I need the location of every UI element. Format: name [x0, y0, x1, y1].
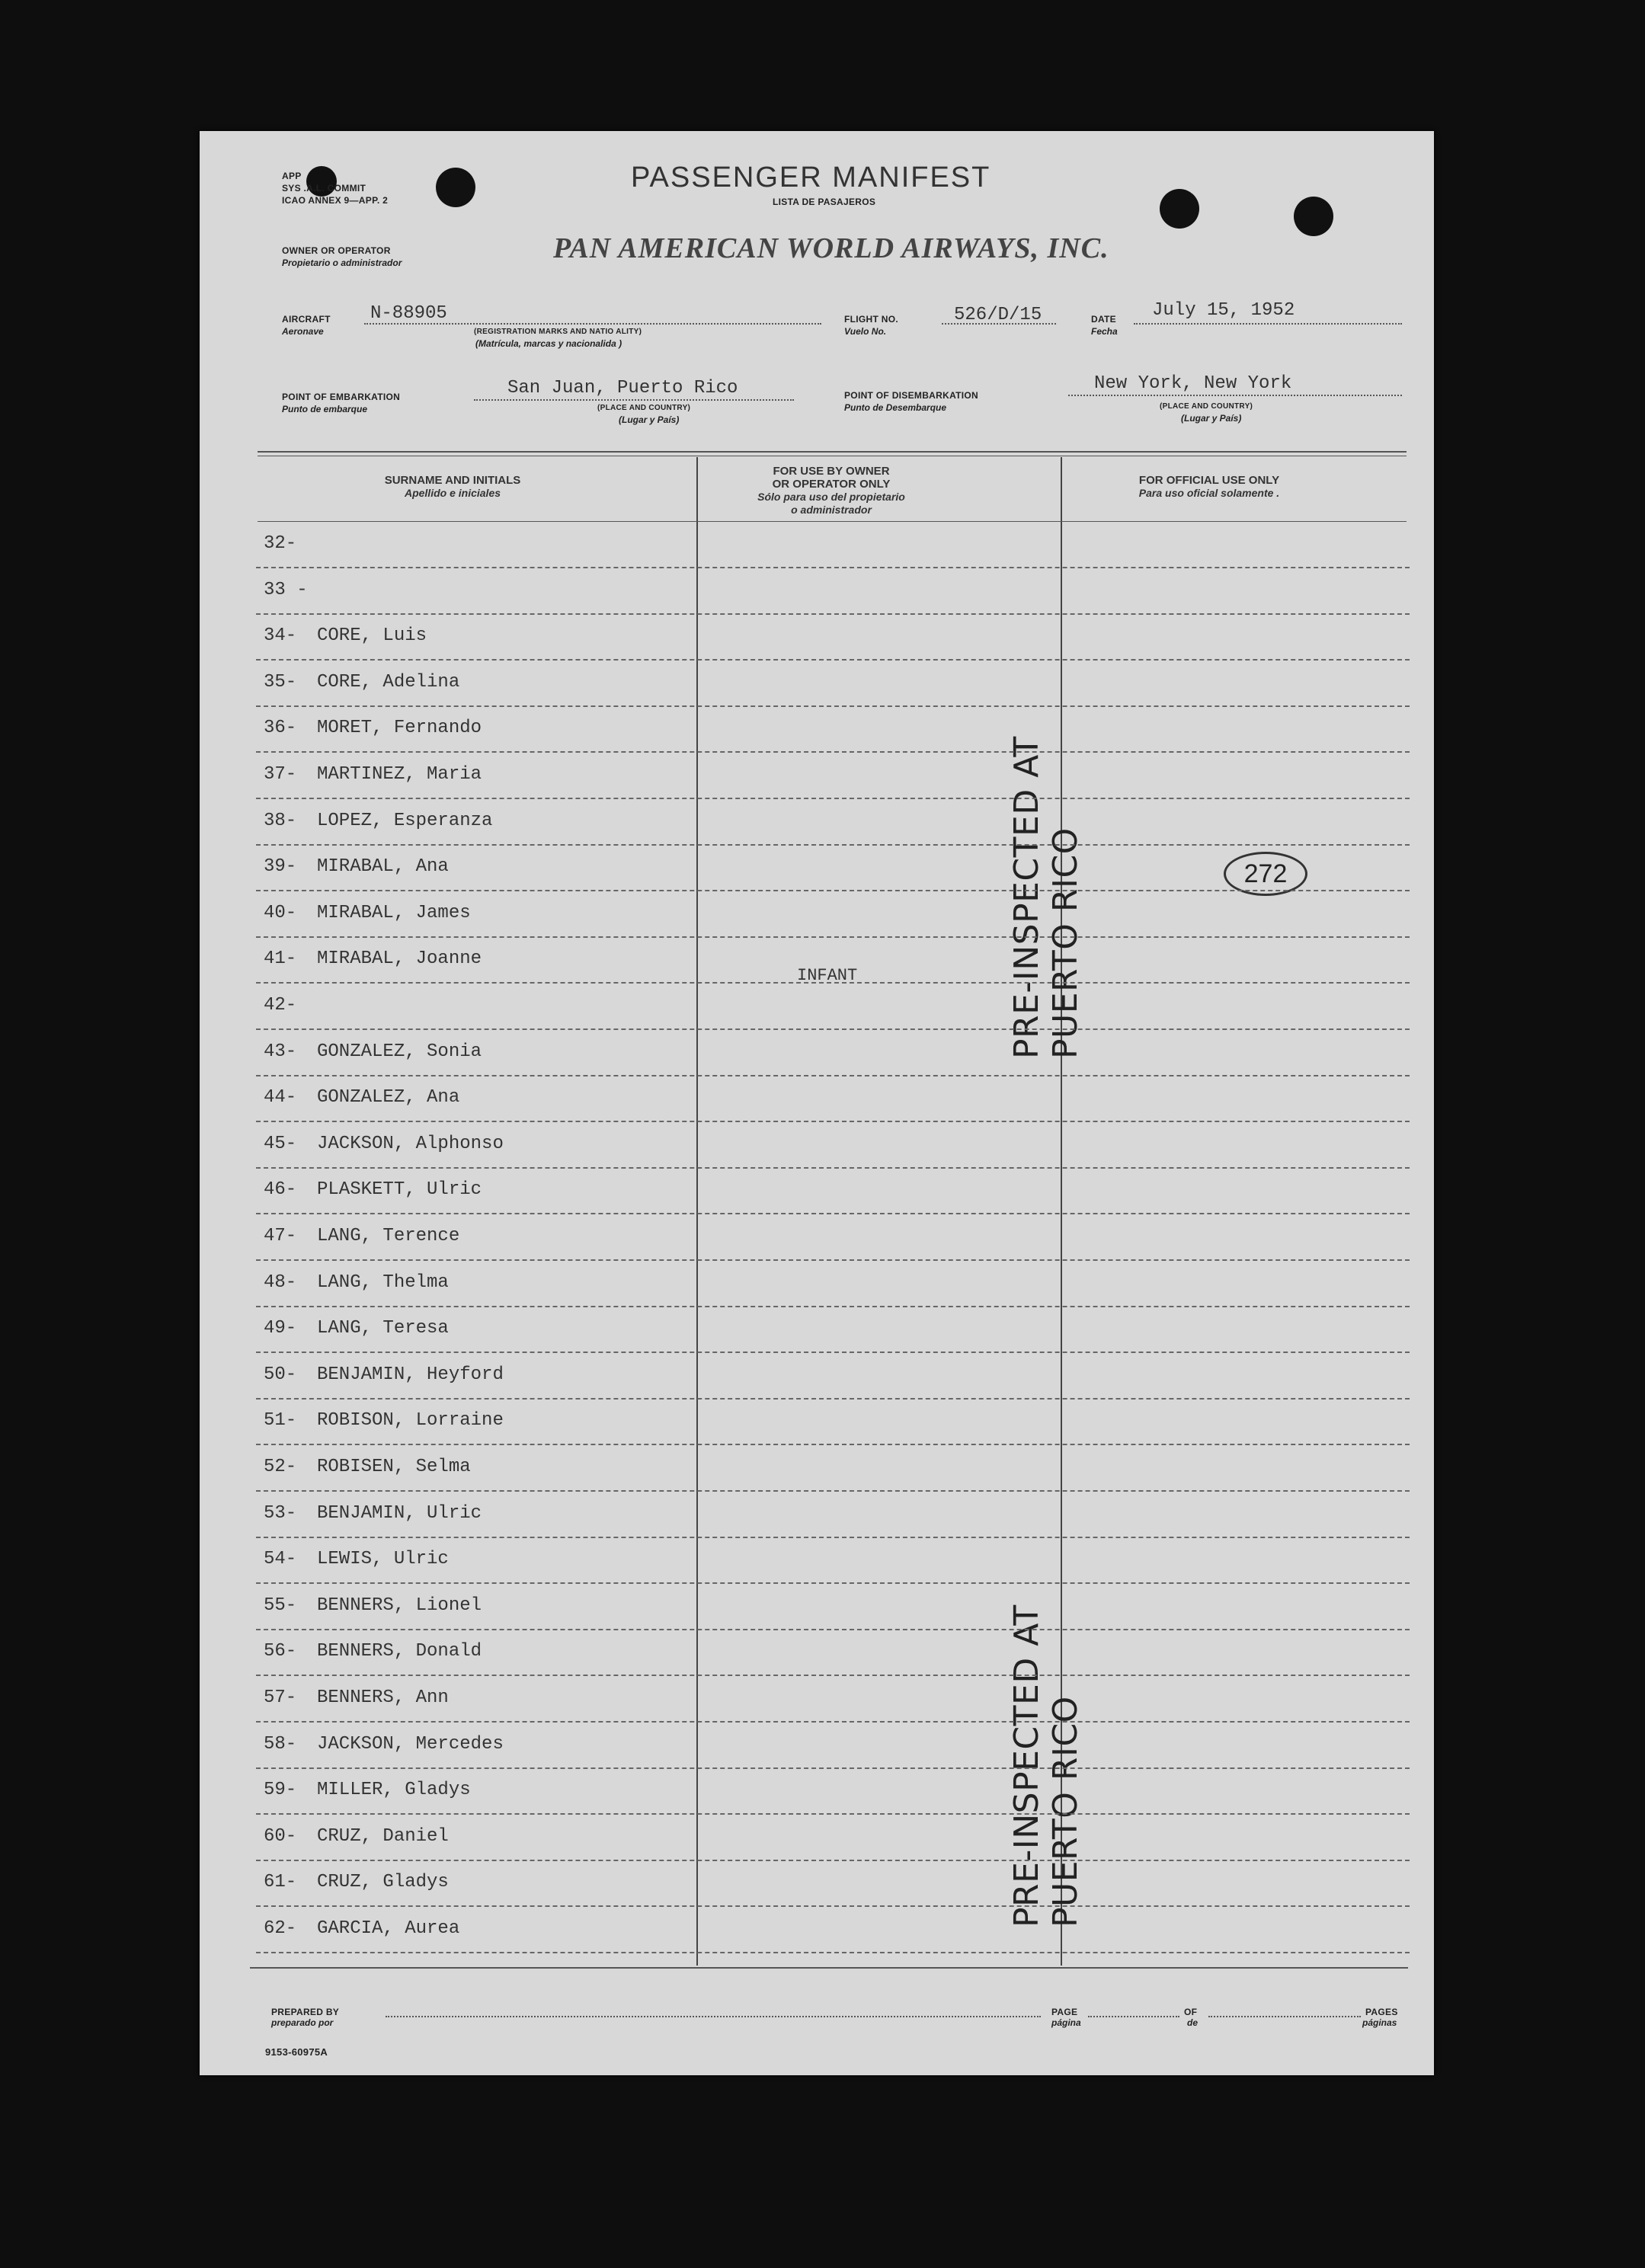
- passenger-row: [256, 1815, 1410, 1861]
- passenger-name: MIRABAL, Ana: [317, 856, 449, 878]
- row-rule: [256, 1952, 1410, 1953]
- passenger-name: BENNERS, Lionel: [317, 1595, 482, 1616]
- page-subtitle: LISTA DE PASAJEROS: [773, 197, 876, 207]
- passenger-row: [256, 1492, 1410, 1538]
- name-column-header: SURNAME AND INITIALS Apellido e iniciales: [384, 474, 521, 499]
- passenger-row: [256, 1262, 1410, 1307]
- passenger-row: [256, 1585, 1410, 1630]
- passenger-name: ROBISON, Lorraine: [317, 1410, 504, 1431]
- row-number: 39-: [264, 856, 297, 878]
- row-number: 40-: [264, 902, 297, 923]
- row-number: 62-: [264, 1918, 297, 1939]
- passenger-name: PLASKETT, Ulric: [317, 1179, 482, 1201]
- passenger-name: BENNERS, Ann: [317, 1687, 449, 1708]
- row-number: 38-: [264, 810, 297, 831]
- disembark-label-es: Punto de Desembarque: [844, 402, 947, 413]
- passenger-name: CORE, Luis: [317, 625, 427, 647]
- form-number: 9153-60975A: [265, 2046, 328, 2058]
- prepared-by-label: PREPARED BY: [271, 2007, 340, 2017]
- passenger-name: BENNERS, Donald: [317, 1641, 482, 1662]
- infant-note: INFANT: [797, 966, 858, 985]
- passenger-name: GARCIA, Aurea: [317, 1918, 460, 1939]
- passenger-name: BENJAMIN, Heyford: [317, 1364, 504, 1385]
- disembark-value: New York, New York: [1094, 373, 1292, 394]
- aircraft-label-es: Aeronave: [282, 326, 324, 337]
- passenger-row: [256, 846, 1410, 891]
- passenger-row: [256, 1908, 1410, 1953]
- owner-column-header: FOR USE BY OWNER OR OPERATOR ONLY Sólo para uso del propietario o administrador: [757, 465, 905, 516]
- row-number: 45-: [264, 1133, 297, 1154]
- of-label-es: de: [1187, 2017, 1199, 2028]
- row-number: 47-: [264, 1226, 297, 1246]
- passenger-row: [256, 1169, 1410, 1214]
- flight-label-es: Vuelo No.: [844, 326, 887, 337]
- row-number: 33 -: [264, 579, 308, 600]
- passenger-row: [256, 800, 1410, 846]
- passenger-name: LEWIS, Ulric: [317, 1549, 449, 1570]
- aircraft-label: AIRCRAFT: [282, 314, 331, 325]
- row-number: 52-: [264, 1457, 297, 1477]
- owner-label: OWNER OR OPERATOR: [282, 245, 391, 256]
- airline-name: PAN AMERICAN WORLD AIRWAYS, INC.: [553, 232, 1109, 264]
- passenger-name: MARTINEZ, Maria: [317, 764, 482, 785]
- passenger-row: [256, 569, 1410, 615]
- pre-inspected-stamp: PRE-INSPECTED AT PUERTO RICO: [1007, 1604, 1085, 1927]
- page-label: PAGE: [1051, 2007, 1078, 2017]
- passenger-row: [256, 1861, 1410, 1907]
- embark-place-label: (PLACE AND COUNTRY): [597, 404, 691, 412]
- passenger-row: [256, 1446, 1410, 1492]
- passenger-row: [256, 1630, 1410, 1676]
- disembark-place-label: (PLACE AND COUNTRY): [1160, 402, 1253, 411]
- passenger-name: GONZALEZ, Ana: [317, 1087, 460, 1108]
- passenger-name: MIRABAL, Joanne: [317, 948, 482, 970]
- row-number: 34-: [264, 625, 297, 647]
- flight-value: 526/D/15: [954, 305, 1042, 325]
- passenger-row: [256, 1538, 1410, 1584]
- passenger-name: LANG, Terence: [317, 1226, 460, 1246]
- passenger-name: LOPEZ, Esperanza: [317, 810, 493, 831]
- row-number: 49-: [264, 1318, 297, 1339]
- date-label-es: Fecha: [1091, 326, 1118, 337]
- passenger-row: [256, 1769, 1410, 1815]
- approval-line-1: APP: [282, 171, 302, 181]
- row-number: 44-: [264, 1087, 297, 1108]
- passenger-name: LANG, Teresa: [317, 1318, 449, 1339]
- passenger-row: [256, 523, 1410, 568]
- passenger-name: CORE, Adelina: [317, 671, 460, 693]
- prepared-by-label-es: preparado por: [271, 2017, 334, 2028]
- page-label-es: página: [1051, 2017, 1081, 2028]
- punch-hole: [436, 168, 475, 207]
- passenger-row: [256, 1215, 1410, 1261]
- aircraft-value: N-88905: [370, 303, 447, 324]
- passenger-name: MILLER, Gladys: [317, 1780, 471, 1801]
- passenger-name: MORET, Fernando: [317, 718, 482, 739]
- row-number: 61-: [264, 1872, 297, 1893]
- row-number: 56-: [264, 1641, 297, 1662]
- owner-label-es: Propietario o administrador: [282, 258, 402, 268]
- passenger-row: [256, 615, 1410, 661]
- date-label: DATE: [1091, 314, 1116, 325]
- row-number: 57-: [264, 1687, 297, 1708]
- disembark-label: POINT OF DISEMBARKATION: [844, 390, 979, 401]
- row-number: 42-: [264, 995, 297, 1016]
- embark-label-es: Punto de embarque: [282, 404, 368, 414]
- passenger-row: [256, 1123, 1410, 1169]
- registration-label-es: (Matrícula, marcas y nacionalida ): [475, 338, 622, 349]
- passenger-name: GONZALEZ, Sonia: [317, 1041, 482, 1062]
- official-column-header: FOR OFFICIAL USE ONLY Para uso oficial solamente .: [1138, 474, 1280, 499]
- embark-label: POINT OF EMBARKATION: [282, 392, 401, 402]
- pages-label: PAGES: [1365, 2007, 1398, 2017]
- row-number: 53-: [264, 1502, 297, 1524]
- disembark-place-label-es: (Lugar y País): [1181, 413, 1242, 424]
- registration-label: (REGISTRATION MARKS AND NATIO ALITY): [474, 328, 642, 336]
- passenger-row: [256, 1400, 1410, 1445]
- passenger-name: ROBISEN, Selma: [317, 1457, 471, 1477]
- passenger-row: [256, 892, 1410, 938]
- approval-line-3: ICAO ANNEX 9—APP. 2: [282, 195, 389, 206]
- pre-inspected-stamp: PRE-INSPECTED AT PUERTO RICO: [1007, 736, 1085, 1059]
- row-number: 59-: [264, 1780, 297, 1801]
- passenger-name: LANG, Thelma: [317, 1272, 449, 1293]
- pages-label-es: páginas: [1362, 2017, 1397, 2028]
- row-number: 35-: [264, 671, 297, 693]
- passenger-row: [256, 938, 1410, 984]
- embark-place-label-es: (Lugar y País): [619, 414, 680, 425]
- passenger-row: [256, 1307, 1410, 1353]
- passenger-name: CRUZ, Daniel: [317, 1825, 449, 1847]
- passenger-row: [256, 1031, 1410, 1076]
- approval-line-2: SYS .A.L. COMMIT: [282, 183, 366, 194]
- passenger-row: [256, 661, 1410, 707]
- row-number: 48-: [264, 1272, 297, 1293]
- passenger-row: [256, 984, 1410, 1030]
- row-number: 55-: [264, 1595, 297, 1616]
- row-number: 32-: [264, 533, 297, 554]
- row-number: 41-: [264, 948, 297, 970]
- passenger-name: BENJAMIN, Ulric: [317, 1502, 482, 1524]
- passenger-name: JACKSON, Mercedes: [317, 1733, 504, 1755]
- row-number: 51-: [264, 1410, 297, 1431]
- punch-hole: [1160, 189, 1199, 229]
- passenger-name: CRUZ, Gladys: [317, 1872, 449, 1893]
- passenger-row: [256, 1677, 1410, 1723]
- passenger-name: JACKSON, Alphonso: [317, 1133, 504, 1154]
- row-number: 58-: [264, 1733, 297, 1755]
- row-number: 50-: [264, 1364, 297, 1385]
- row-number: 37-: [264, 764, 297, 785]
- punch-hole: [1294, 197, 1333, 236]
- flight-label: FLIGHT NO.: [844, 314, 898, 325]
- passenger-row: [256, 1723, 1410, 1769]
- row-number: 54-: [264, 1549, 297, 1570]
- passenger-row: [256, 753, 1410, 799]
- passenger-row: [256, 1076, 1410, 1122]
- row-number: 60-: [264, 1825, 297, 1847]
- of-label: OF: [1184, 2007, 1198, 2017]
- date-value: July 15, 1952: [1152, 300, 1295, 321]
- row-number: 43-: [264, 1041, 297, 1062]
- passenger-row: [256, 707, 1410, 753]
- passenger-name: MIRABAL, James: [317, 902, 471, 923]
- page-title: PASSENGER MANIFEST: [631, 162, 991, 194]
- row-number: 36-: [264, 718, 297, 739]
- passenger-row: [256, 1354, 1410, 1400]
- row-number: 46-: [264, 1179, 297, 1201]
- official-number: 272: [1224, 852, 1307, 896]
- embark-value: San Juan, Puerto Rico: [507, 378, 738, 398]
